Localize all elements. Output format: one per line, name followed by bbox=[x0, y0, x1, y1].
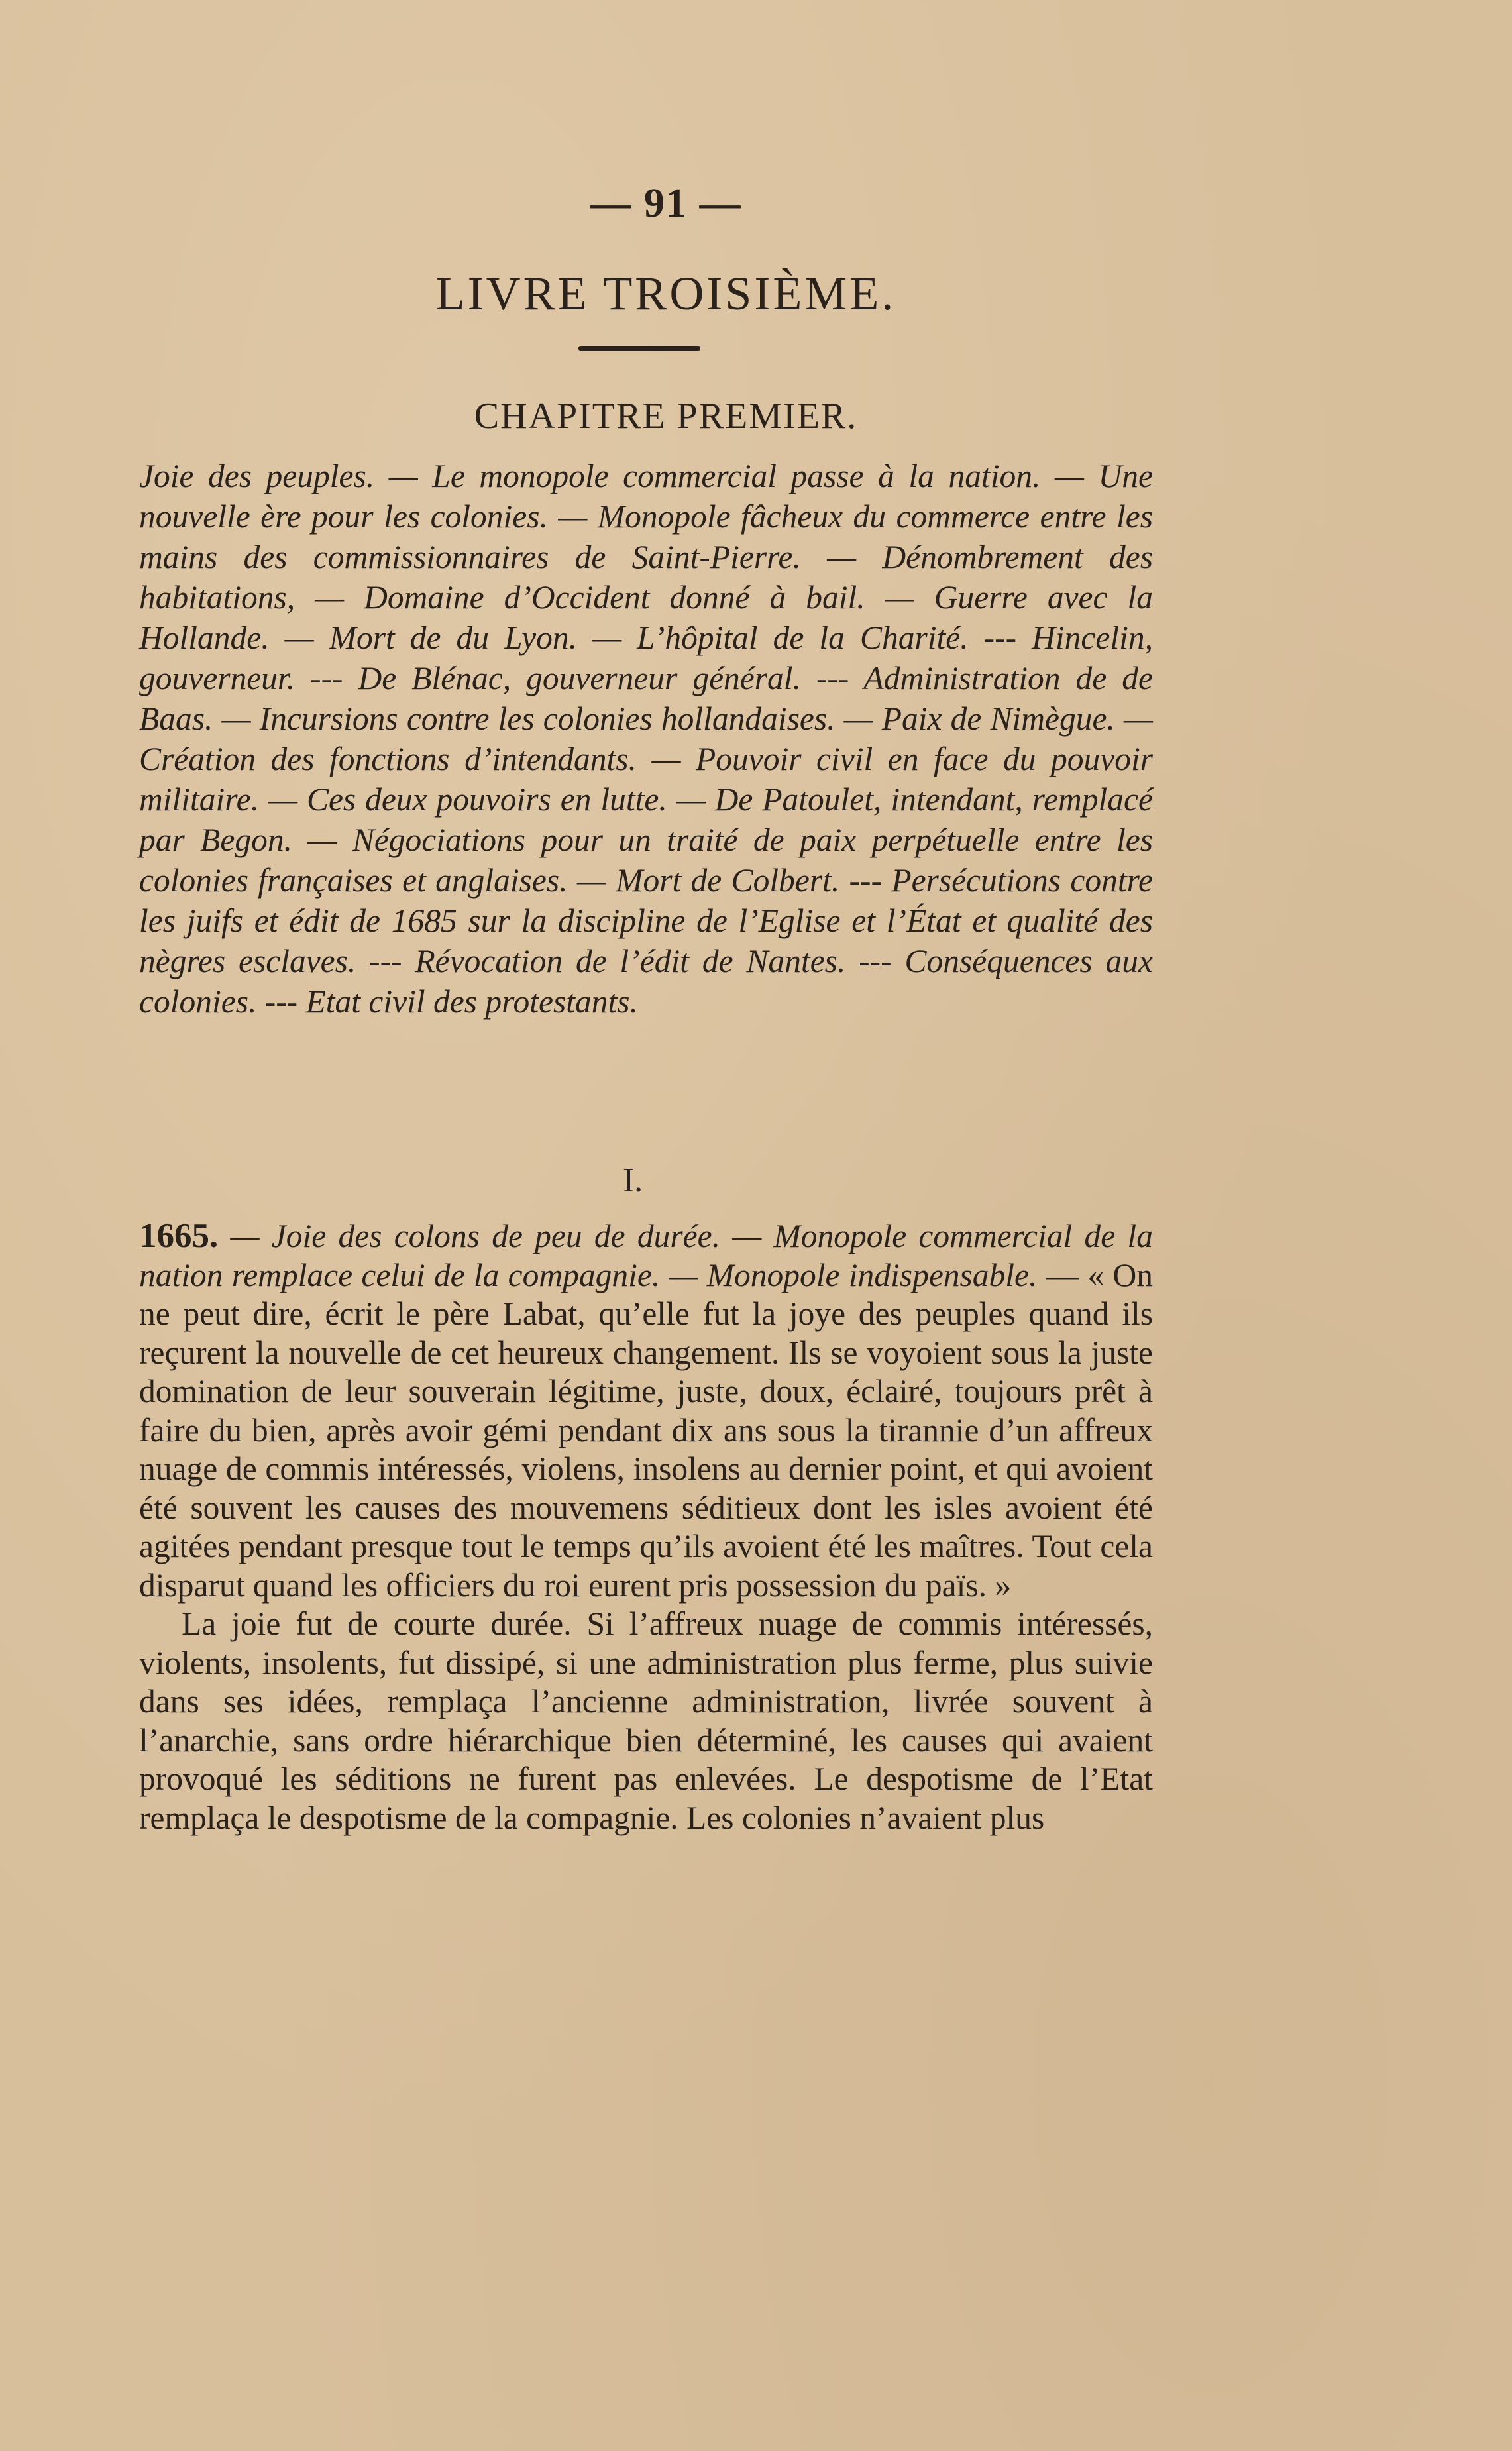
body-text bbox=[139, 1217, 1153, 1837]
book-title: LIVRE TROISIÈME. bbox=[435, 267, 896, 320]
paragraph-2: La joie fut de courte durée. Si l’affreux nuage de commis intéressés, violents, insolents, fut dissipé, si une administration plus ferme, plus suivie dans ses idées, remplaça l’ancienne administration, livrée souvent à l’anarchie, sans ordre hiérarchique bien déterminé, les causes qui avaient provoqué les séditions ne furent pas enlevées. Le despotisme de l’Etat remplaça le despotisme de la compagnie. Les colonies n’avaient plus bbox=[139, 1606, 1153, 1836]
section-year: 1665. bbox=[139, 1217, 219, 1255]
chapter-summary: Joie des peuples. — Le monopole commercial passe à la nation. — Une nouvelle ère pour les colonies. — Monopole fâcheux du commerce entre les mains des commissionnaires de Saint-Pierre. — Dénombrement des habitations, — Domaine d’Occident donné à bail. — Guerre avec la Hollande. — Mort de du Lyon. — L’hôpital de la Charité. --- Hincelin, gouverneur. --- De Blénac, gouverneur général. --- Administration de de Baas. — Incursions contre les colonies hollandaises. — Paix de Nimègue. — Création des fonctions d’intendants. — Pouvoir civil en face du pouvoir militaire. — Ces deux pouvoirs en lutte. — De Patoulet, intendant, remplacé par Begon. — Négociations pour un traité de paix perpétuelle entre les colonies françaises et anglaises. — Mort de Colbert. --- Persécutions contre les juifs et édit de 1685 sur la discipline de l’Eglise et l’État et qualité des nègres esclaves. --- Révocation de l’édit de Nantes. --- Conséquences aux colonies. --- Etat civil des protestants. bbox=[139, 458, 1153, 1020]
section-numeral: I. bbox=[622, 1162, 643, 1199]
title-rule bbox=[578, 346, 700, 351]
paragraph-1-text: — « On ne peut dire, écrit le père Labat, qu’elle fut la joye des peuples quand ils reçurent la nouvelle de cet heureux changement. Ils se voyoient sous la juste domination de leur souverain légitime, juste, doux, éclairé, toujours prêt à faire du bien, après avoir gémi pendant dix ans sous la tirannie d’un affreux nuage de commis intéressés, violens, insolens au dernier point, et qui avoient été souvent les causes des mouvemens séditieux dont les isles avoient été agitées pendant presque tout le temps qu’ils avoient été les maîtres. Tout cela disparut quand les officiers du roi eurent pris possession du païs. » bbox=[139, 1256, 1153, 1604]
chapter-title: CHAPITRE PREMIER. bbox=[474, 396, 858, 437]
section-lead: — Joie des colons de peu de durée. — Monopole commercial de la nation remplace celui de la compagnie. — Monopole indispensable. bbox=[139, 1218, 1153, 1293]
paragraph-1 bbox=[139, 1217, 1153, 1605]
page-number: — 91 — bbox=[590, 181, 742, 226]
